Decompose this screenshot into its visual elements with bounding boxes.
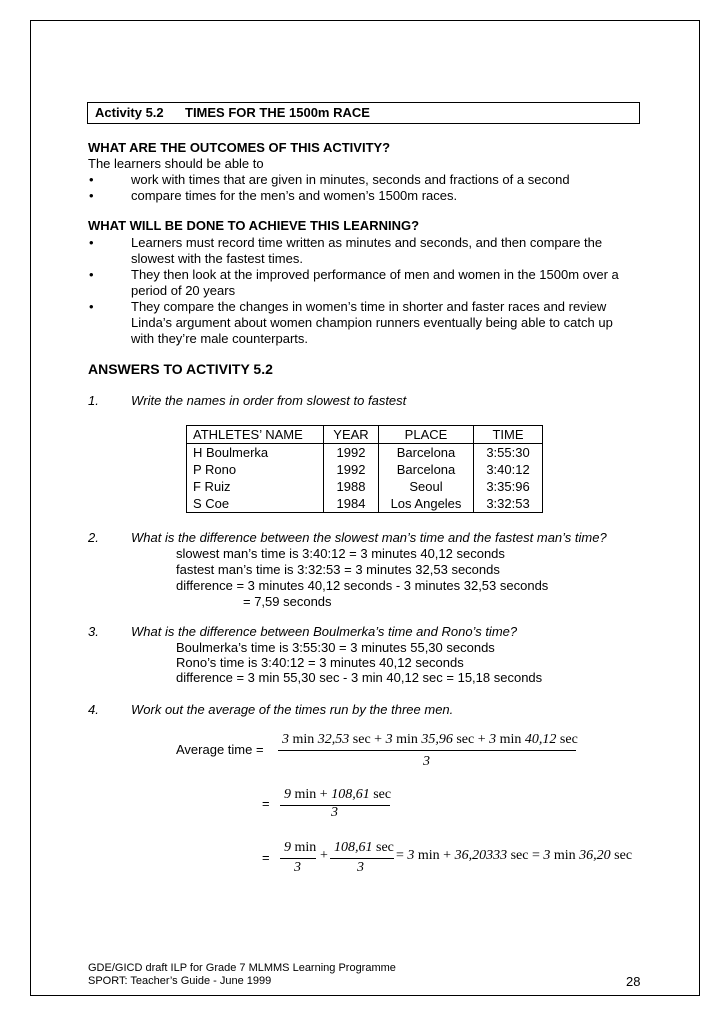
table-header-cell: PLACE: [379, 426, 474, 444]
table-cell: P Rono: [187, 461, 324, 478]
working-line: difference = 3 min 55,30 sec - 3 min 40,12 sec = 15,18 seconds: [176, 670, 543, 685]
table-cell: Los Angeles: [379, 495, 474, 513]
activity-title: TIMES FOR THE 1500m RACE: [185, 105, 370, 120]
table-cell: 3:55:30: [474, 444, 543, 462]
fraction-numerator: 9 min: [284, 840, 317, 855]
equals-sign: =: [262, 796, 270, 811]
activity-number: Activity 5.2: [95, 105, 164, 120]
table-cell: 3:35:96: [474, 478, 543, 495]
working-line: Rono’s time is 3:40:12 = 3 minutes 40,12 seconds: [176, 655, 464, 670]
table-cell: Seoul: [379, 478, 474, 495]
athletes-table: [186, 425, 543, 513]
answers-heading: ANSWERS TO ACTIVITY 5.2: [88, 361, 273, 377]
equals-sign: =: [262, 850, 270, 865]
fraction-numerator: 9 min + 108,61 sec: [284, 787, 392, 802]
table-header-row: [187, 426, 543, 444]
done-item-line: with they’re male counterparts.: [131, 331, 309, 346]
bullet-icon: •: [89, 267, 94, 282]
table-cell: S Coe: [187, 495, 324, 513]
table-cell: 1984: [324, 495, 379, 513]
bullet-icon: •: [89, 172, 94, 187]
table-cell: 1992: [324, 444, 379, 462]
footer-line: SPORT: Teacher’s Guide - June 1999: [88, 975, 272, 987]
working-line: Boulmerka’s time is 3:55:30 = 3 minutes 55,30 seconds: [176, 640, 495, 655]
done-item-line: They then look at the improved performance of men and women in the 1500m over a: [131, 267, 619, 282]
table-row: [187, 495, 543, 513]
question-number: 2.: [88, 530, 99, 545]
fraction-numerator: 3 min 32,53 sec + 3 min 35,96 sec + 3 min 40,12 sec: [282, 732, 578, 747]
question-text: What is the difference between Boulmerka’s time and Rono’s time?: [131, 624, 518, 639]
outcome-item: compare times for the men’s and women’s 1500m races.: [131, 188, 458, 203]
question-text: Work out the average of the times run by the three men.: [131, 702, 454, 717]
fraction-denominator: 3: [331, 805, 338, 820]
working-line: = 7,59 seconds: [243, 594, 332, 609]
table-row: [187, 461, 543, 478]
table-header-cell: YEAR: [324, 426, 379, 444]
question-number: 4.: [88, 702, 99, 717]
table-header-cell: TIME: [474, 426, 543, 444]
done-heading: WHAT WILL BE DONE TO ACHIEVE THIS LEARNING?: [88, 218, 420, 233]
outcomes-intro: The learners should be able to: [88, 156, 264, 171]
footer-line: GDE/GICD draft ILP for Grade 7 MLMMS Learning Programme: [88, 962, 396, 974]
fraction-denominator: 3: [423, 754, 430, 769]
page-number: 28: [626, 974, 641, 989]
question-text: Write the names in order from slowest to fastest: [131, 393, 407, 408]
table-cell: 1988: [324, 478, 379, 495]
table-cell: Barcelona: [379, 444, 474, 462]
table-cell: 3:40:12: [474, 461, 543, 478]
question-text: What is the difference between the slowest man’s time and the fastest man’s time?: [131, 530, 607, 545]
done-item-line: Linda’s argument about women champion runners eventually being able to catch up: [131, 315, 613, 330]
working-line: difference = 3 minutes 40,12 seconds - 3 minutes 32,53 seconds: [176, 578, 549, 593]
fraction-denominator: 3: [357, 860, 364, 875]
working-line: fastest man’s time is 3:32:53 = 3 minutes 32,53 seconds: [176, 562, 500, 577]
bullet-icon: •: [89, 188, 94, 203]
table-cell: 1992: [324, 461, 379, 478]
outcome-item: work with times that are given in minutes, seconds and fractions of a second: [131, 172, 570, 187]
table-header-cell: ATHLETES’ NAME: [187, 426, 324, 444]
fraction-bar: [278, 750, 576, 751]
done-item-line: Learners must record time written as minutes and seconds, and then compare the: [131, 235, 603, 250]
question-number: 1.: [88, 393, 99, 408]
done-item-line: period of 20 years: [131, 283, 236, 298]
table-cell: Barcelona: [379, 461, 474, 478]
table-cell: F Ruiz: [187, 478, 324, 495]
bullet-icon: •: [89, 235, 94, 250]
plus-sign: +: [320, 848, 328, 863]
average-time-label: Average time =: [176, 742, 264, 757]
fraction-numerator: 108,61 sec: [334, 840, 394, 855]
outcomes-heading: WHAT ARE THE OUTCOMES OF THIS ACTIVITY?: [88, 140, 391, 155]
table-row: [187, 478, 543, 495]
working-line: slowest man’s time is 3:40:12 = 3 minutes 40,12 seconds: [176, 546, 505, 561]
table-cell: 3:32:53: [474, 495, 543, 513]
fraction-bar: [280, 858, 316, 859]
done-item-line: slowest with the fastest times.: [131, 251, 303, 266]
fraction-bar: [330, 858, 394, 859]
table-cell: H Boulmerka: [187, 444, 324, 462]
question-number: 3.: [88, 624, 99, 639]
result-expression: = 3 min + 36,20333 sec = 3 min 36,20 sec: [396, 848, 633, 863]
fraction-denominator: 3: [294, 860, 301, 875]
table-row: [187, 444, 543, 462]
bullet-icon: •: [89, 299, 94, 314]
done-item-line: They compare the changes in women’s time in shorter and faster races and review: [131, 299, 607, 314]
